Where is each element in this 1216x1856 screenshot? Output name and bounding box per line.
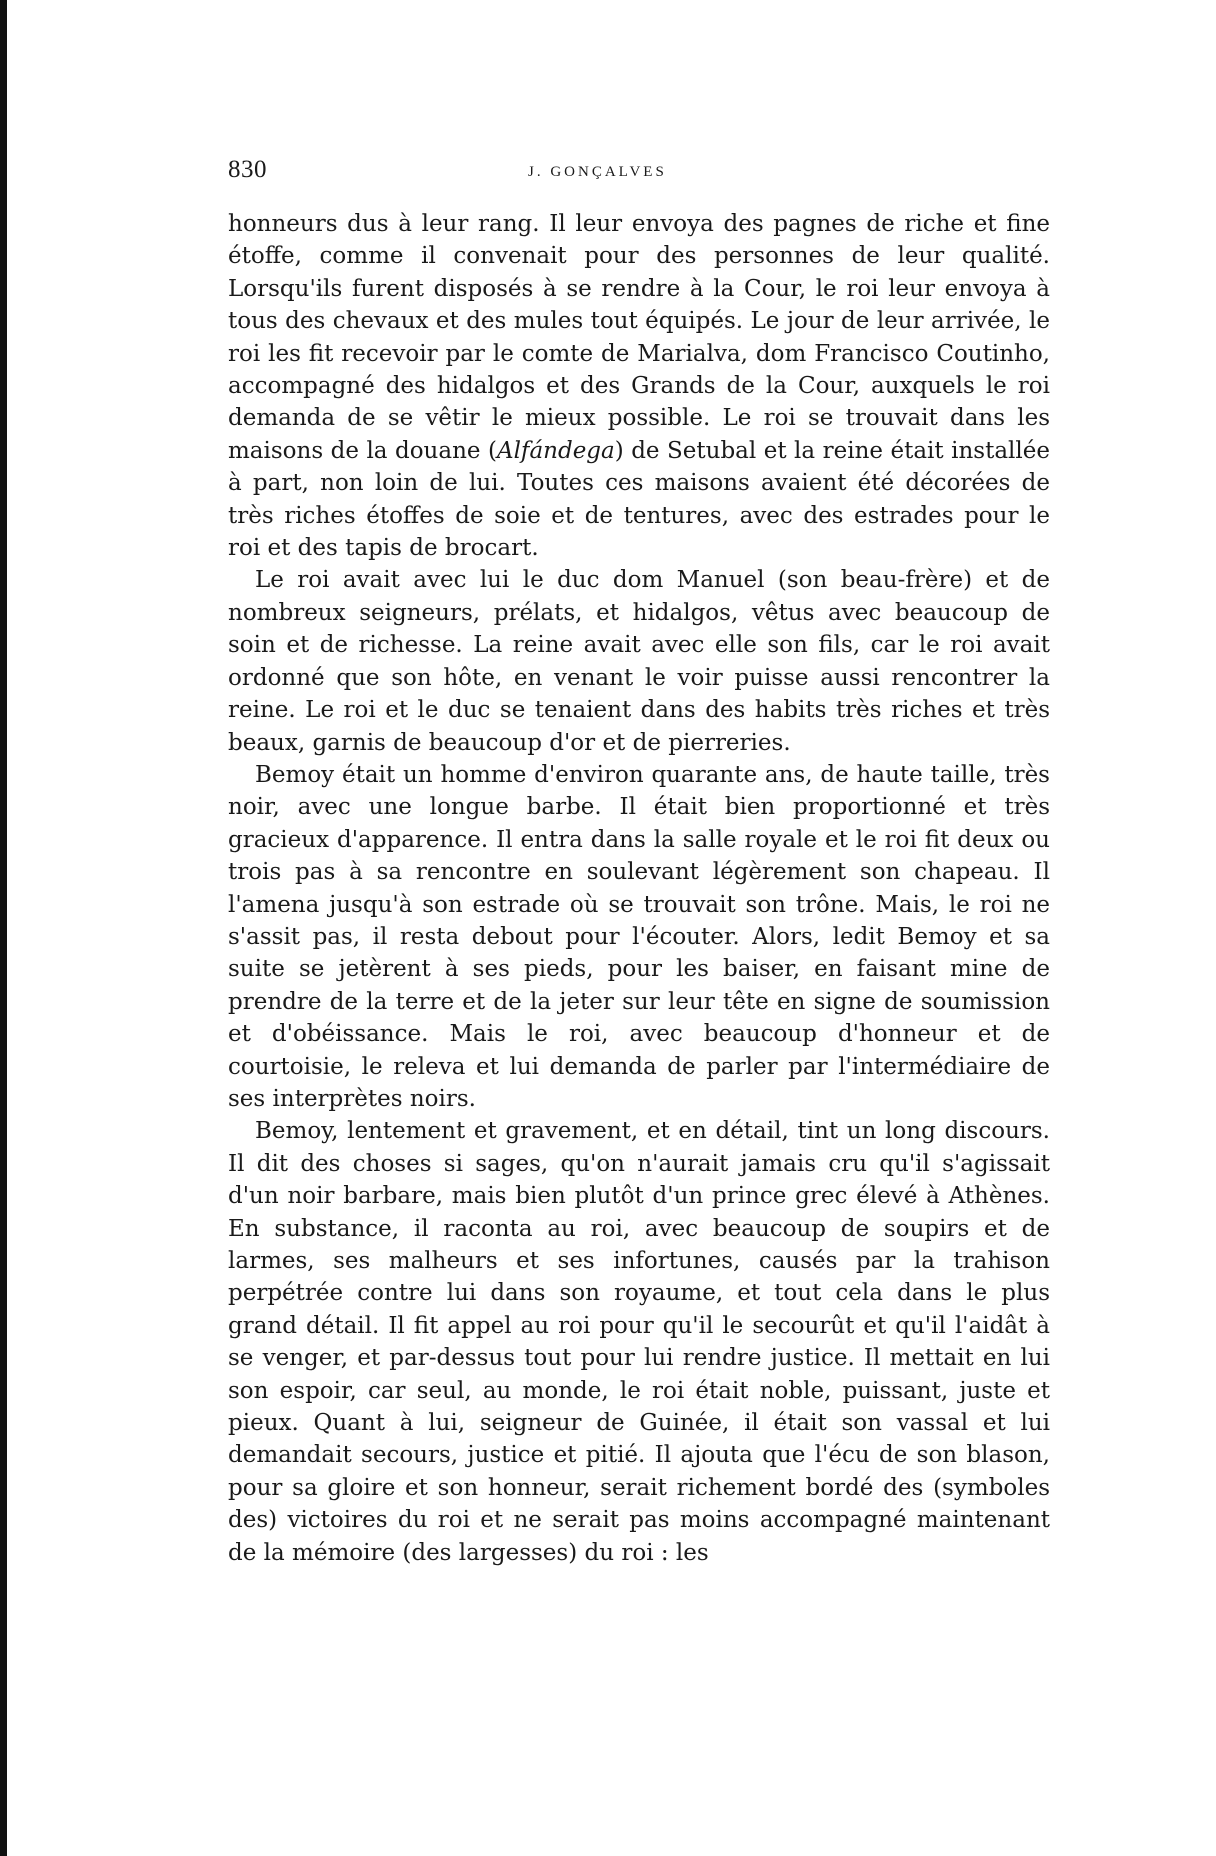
book-page (228, 150, 1050, 1569)
paragraph-4: Bemoy, lentement et gravement, et en détail, tint un long discours. Il dit des choses si sages, qu'on n'aurait jamais cru qu'il s'agissait d'un noir barbare, mais bien plutôt d'un prince grec élevé à Athènes. En substance, il raconta au roi, avec beaucoup de soupirs et de larmes, ses malheurs et ses infortunes, causés par la trahison perpétrée contre lui dans son royaume, et tout cela dans le plus grand détail. Il fit appel au roi pour qu'il le secourût et qu'il l'aidât à se venger, et par-dessus tout pour lui rendre justice. Il mettait en lui son espoir, car seul, au monde, le roi était noble, puissant, juste et pieux. Quant à lui, seigneur de Guinée, il était son vassal et lui demandait secours, justice et pitié. Il ajouta que l'écu de son blason, pour sa gloire et son honneur, serait richement bordé des (symboles des) victoires du roi et ne serait pas moins accompagné maintenant de la mémoire (des largesses) du roi : les (228, 1118, 1050, 1566)
paragraph-1 (228, 208, 1050, 564)
running-title: J. GONÇALVES (528, 164, 667, 180)
paragraph-1-text-b: ) de Setubal et la reine était installée à part, non loin de lui. Toutes ces maisons avaient été décorées de très riches étoffes de soie et de tentures, avec des estrades pour le roi et des tapis de brocart. (228, 437, 1050, 562)
running-head (228, 150, 1050, 190)
scan-edge (0, 0, 7, 1856)
body-text (228, 208, 1050, 1569)
paragraph-2: Le roi avait avec lui le duc dom Manuel (son beau-frère) et de nombreux seigneurs, prélats, et hidalgos, vêtus avec beaucoup de soin et de richesse. La reine avait avec elle son fils, car le roi avait ordonné que son hôte, en venant le voir puisse aussi rencontrer la reine. Le roi et le duc se tenaient dans des habits très riches et très beaux, garnis de beaucoup d'or et de pierreries. (228, 567, 1050, 756)
paragraph-1-italic-term: Alfándega (496, 437, 615, 464)
paragraph-1-text-a: honneurs dus à leur rang. Il leur envoya des pagnes de riche et fine étoffe, comme il convenait pour des personnes de leur qualité. Lorsqu'ils furent disposés à se rendre à la Cour, le roi leur envoya à tous des chevaux et des mules tout équipés. Le jour de leur arrivée, le roi les fit recevoir par le comte de Marialva, dom Francisco Coutinho, accompagné des hidalgos et des Grands de la Cour, auxquels le roi demanda de se vêtir le mieux possible. Le roi se trouvait dans les maisons de la douane ( (228, 211, 1050, 464)
page-number: 830 (228, 156, 267, 183)
paragraph-3: Bemoy était un homme d'environ quarante ans, de haute taille, très noir, avec une longue barbe. Il était bien proportionné et très gracieux d'apparence. Il entra dans la salle royale et le roi fit deux ou trois pas à sa rencontre en soulevant légèrement son chapeau. Il l'amena jusqu'à son estrade où se trouvait son trône. Mais, le roi ne s'assit pas, il resta debout pour l'écouter. Alors, ledit Bemoy et sa suite se jetèrent à ses pieds, pour les baiser, en faisant mine de prendre de la terre et de la jeter sur leur tête en signe de soumission et d'obéissance. Mais le roi, avec beaucoup d'honneur et de courtoisie, le releva et lui demanda de parler par l'intermédiaire de ses interprètes noirs. (228, 761, 1050, 1112)
